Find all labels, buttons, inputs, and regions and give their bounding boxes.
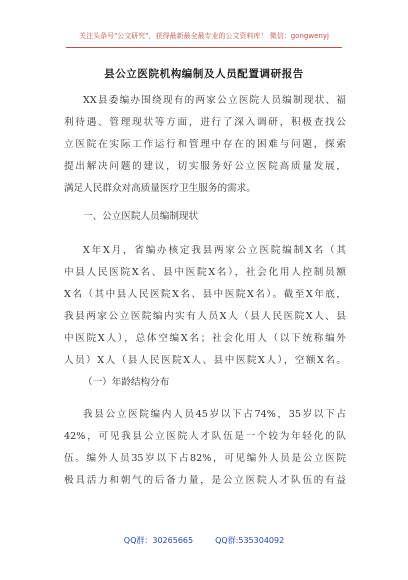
paragraph-line: 立医院在实际工作运行和管理中存在的困难与问题，探索 [64, 139, 346, 150]
footer-qq-group-1: QQ群：30265665 [123, 536, 194, 545]
paragraph-line: 伍。编外人员35岁以下占82%，可见编外人员是公立医院 [64, 453, 346, 464]
subsection-1-heading: （一）年龄结构分布 [83, 377, 170, 388]
subsection-heading [64, 372, 346, 394]
paragraph-line: 利待遇、管理现状等方面，进行了深入调研，积极查找公 [64, 117, 346, 128]
paragraph-line: 我县公立医院编内人员45岁以下占74%，35岁以下占 [83, 409, 346, 420]
document-title: 县公立医院机构编制及人员配置调研报告 [104, 68, 304, 80]
paragraph-line: 中县人民医院X名、县中医院X名），社会化用人控制员额 [64, 267, 346, 278]
paragraph-line: 中医院X人），总体空编X名；社会化用人（以下统称编外 [64, 333, 346, 344]
paragraph-line: XX县委编办围绕现有的两家公立医院人员编制现状、福 [83, 95, 346, 106]
paragraph-line: 提出解决问题的建议，切实服务好公立医院高质量发展， [64, 161, 346, 172]
section-heading [64, 206, 346, 228]
paragraph-line: 我县两家公立医院编内实有人员X人（县人民医院X人、县 [64, 311, 346, 322]
subsection-1-paragraph [64, 404, 346, 492]
section-1-heading: 一、公立医院人员编制现状 [83, 211, 199, 222]
paragraph-line: 极具活力和朝气的后备力量，是公立医院人才队伍的有益 [64, 475, 346, 486]
header-note: 关注头条号"公文研究"，获得最新最全最专业的公文资料库！ 微信：gongwenyj [79, 32, 329, 40]
paragraph-line: 满足人民群众对高质量医疗卫生服务的需求。 [64, 183, 256, 194]
footer-qq-group-2: QQ群:535304092 [215, 536, 285, 545]
paragraph-line: 42%，可见我县公立医院人才队伍是一个较为年轻化的队 [64, 431, 346, 442]
paragraph-line: X年X月，省编办核定我县两家公立医院编制X名（其 [83, 245, 346, 256]
footer-contacts [0, 535, 408, 546]
intro-paragraph [64, 90, 346, 200]
paragraph-line: 人员）X人（县人民医院X人、县中医院X人），空额X名。 [64, 355, 346, 366]
header-divider [66, 47, 342, 48]
section-1-paragraph [64, 240, 346, 372]
paragraph-line: X名（其中县人民医院X名、县中医院X名）。截至X年底， [64, 289, 346, 300]
